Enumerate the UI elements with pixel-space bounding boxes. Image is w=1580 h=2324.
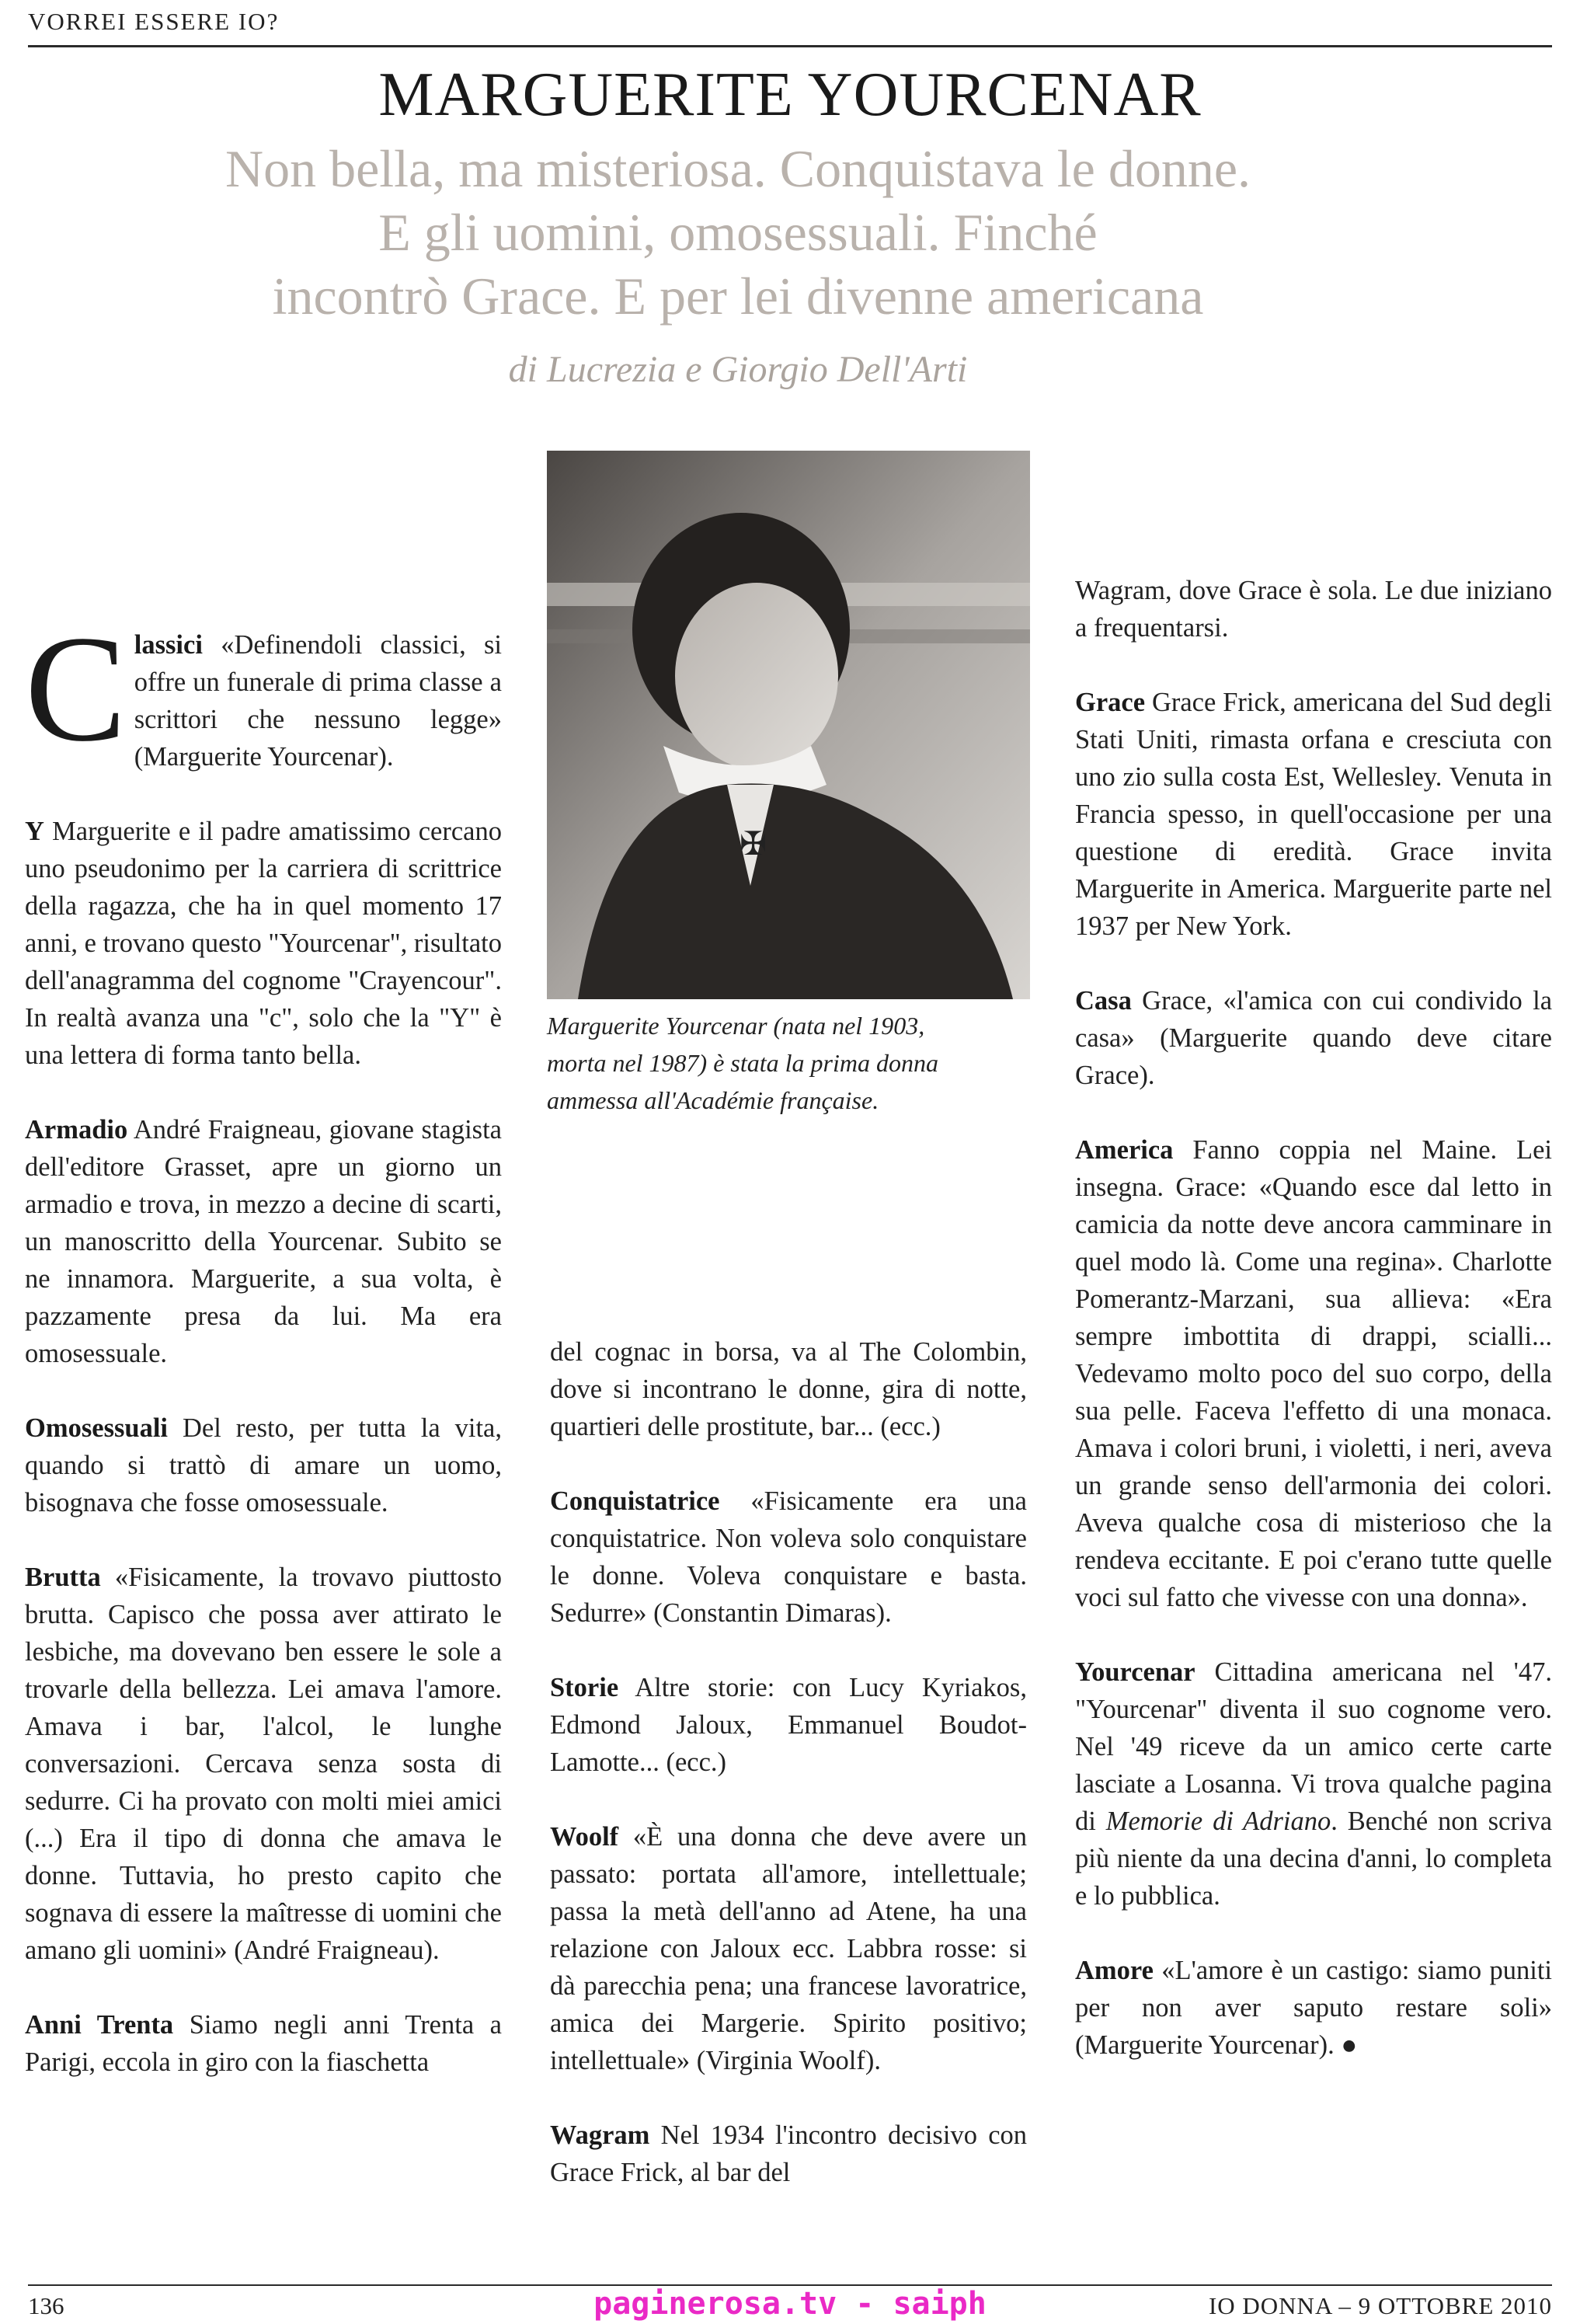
entry-term: Y	[25, 817, 44, 846]
caption-line: morta nel 1987) è stata la prima donna	[547, 1049, 938, 1077]
entry-storie	[550, 1669, 1027, 1781]
entry-armadio	[25, 1111, 502, 1372]
entry-term: lassici	[134, 630, 203, 660]
svg-text:✠: ✠	[740, 824, 767, 862]
entry-anni-trenta	[25, 2006, 502, 2081]
entry-text: . Benché non scriva più niente da una decina d'anni, lo completa e lo pubblica.	[1075, 1807, 1553, 1911]
entry-term: Conquistatrice	[550, 1486, 720, 1516]
running-head: VORREI ESSERE IO?	[28, 8, 280, 35]
subtitle-line: E gli uomini, omosessuali. Finché	[378, 203, 1098, 262]
entry-text: «L'amore è un castigo: siamo puniti per non aver saputo restare soli» (Marguerite Yourcenar).	[1075, 1956, 1552, 2060]
article-title: MARGUERITE YOURCENAR	[378, 61, 1202, 129]
entry-grace	[1075, 684, 1552, 945]
entry-term: Armadio	[25, 1115, 128, 1145]
column-1	[25, 605, 503, 2118]
column-3	[1075, 572, 1552, 2101]
entry-yourcenar	[1075, 1653, 1552, 1915]
entry-term: America	[1075, 1135, 1174, 1165]
entry-casa	[1075, 982, 1552, 1094]
subtitle-line: incontrò Grace. E per lei divenne americana	[272, 267, 1204, 326]
entry-term: Wagram	[550, 2120, 650, 2150]
entry-wagram	[550, 2117, 1027, 2191]
entry-term: Woolf	[550, 1822, 619, 1852]
entry-conquistatrice	[550, 1483, 1027, 1632]
column-2	[550, 1333, 1027, 2228]
entry-term: Anni Trenta	[25, 2010, 174, 2040]
article-subtitle	[93, 137, 1383, 328]
portrait-photo	[547, 451, 1030, 999]
page-number: 136	[28, 2292, 64, 2319]
subtitle-line: Non bella, ma misteriosa. Conquistava le donne.	[224, 139, 1251, 198]
entry-text: Marguerite e il padre amatissimo cercano uno pseudonimo per la carriera di scrittrice della ragazza, che ha in quel momento 17 anni, e trovano questo "Yourcenar", risultato dell'anagramma del cognome "Crayencour". In realtà avanza una "c", solo che la "Y" è una lettera di forma tanto bella.	[25, 817, 502, 1070]
entry-term: Grace	[1075, 688, 1146, 717]
entry-term: Storie	[550, 1673, 619, 1702]
entry-text: «Fisicamente, la trovavo piuttosto brutta. Capisco che possa aver attirato le lesbiche, ma dovevano ben essere le sole a trovarle della bellezza. Lei amava l'amore. Amava i bar, l'alcol, le lunghe conversazioni. Cercava senza sosta di sedurre. Ci ha provato con molti miei amici (...) Era il tipo di donna che amava le donne. Tuttavia, ho presto capito che sognava di essere la maîtresse di uomini che amano gli uomini» (André Fraigneau).	[25, 1563, 502, 1965]
caption-line: Marguerite Yourcenar (nata nel 1903,	[547, 1012, 925, 1040]
entry-text: Del resto, per tutta la vita, quando si trattò di amare un uomo, bisognava che fosse omosessuale.	[25, 1413, 502, 1517]
entry-text: Grace Frick, americana del Sud degli Stati Uniti, rimasta orfana e cresciuta con uno zio sulla costa Est, Wellesley. Venuta in Francia spesso, in quell'occasione per una questione di eredità. Grace invita Marguerite in America. Marguerite parte nel 1937 per New York.	[1075, 688, 1552, 941]
entry-brutta	[25, 1559, 502, 1969]
entry-wagram-cont	[1075, 572, 1552, 646]
photo-caption	[547, 1007, 1028, 1119]
entry-text: Wagram, dove Grace è sola. Le due iniziano a frequentarsi.	[1075, 576, 1552, 643]
entry-term: Yourcenar	[1075, 1657, 1195, 1687]
entry-america	[1075, 1131, 1552, 1616]
watermark: paginerosa.tv - saiph	[593, 2286, 987, 2322]
entry-woolf	[550, 1818, 1027, 2079]
caption-line: ammessa all'Académie française.	[547, 1086, 879, 1114]
entry-text: Cittadina americana nel '47. "Yourcenar" diventa il suo cognome vero. Nel '49 riceve da un amico certe carte lasciate a Losanna. Vi trova qualche pagina di	[1075, 1657, 1552, 1836]
book-title: Memorie di Adriano	[1105, 1807, 1331, 1836]
end-mark-icon: ●	[1341, 2030, 1358, 2060]
entry-omosessuali	[25, 1409, 502, 1521]
drop-cap: C	[25, 605, 127, 773]
byline: di Lucrezia e Giorgio Dell'Arti	[508, 349, 968, 390]
entry-text: «Fisicamente era una conquistatrice. Non voleva solo conquistare le donne. Voleva conquistare e basta. Sedurre» (Constantin Dimaras).	[550, 1486, 1027, 1628]
entry-text: Altre storie: con Lucy Kyriakos, Edmond Jaloux, Emmanuel Boudot-Lamotte... (ecc.)	[550, 1673, 1027, 1777]
entry-text: Fanno coppia nel Maine. Lei insegna. Grace: «Quando esce dal letto in camicia da notte deve ancora camminare in quel modo là. Come una regina». Charlotte Pomerantz-Marzani, sua allieva: «Era sempre imbottita di drappi, scialli... Vedevamo molto poco del suo corpo, della sua pelle. Faceva l'effetto di una monaca. Amava i colori bruni, i violetti, i neri, aveva un grande senso dell'armonia dei colori. Aveva qualche cosa di misterioso che la rendeva eccitante. E poi c'erano tutte quelle voci sul fatto che vivesse con una donna».	[1075, 1135, 1553, 1612]
entry-classici	[25, 605, 503, 775]
entry-text: Siamo negli anni Trenta a Parigi, eccola in giro con la fiaschetta	[25, 2010, 502, 2077]
entry-y	[25, 813, 502, 1074]
entry-term: Casa	[1075, 986, 1132, 1016]
entry-term: Brutta	[25, 1563, 101, 1592]
issue-info: IO DONNA – 9 OTTOBRE 2010	[1208, 2292, 1552, 2319]
entry-text: Nel 1934 l'incontro decisivo con Grace Frick, al bar del	[550, 2120, 1028, 2187]
entry-text: del cognac in borsa, va al The Colombin, dove si incontrano le donne, gira di notte, quartieri delle prostitute, bar... (ecc.)	[550, 1337, 1027, 1441]
entry-text: Grace, «l'amica con cui condivido la casa» (Marguerite quando deve citare Grace).	[1075, 986, 1553, 1090]
entry-text: «Definendoli classici, si offre un funerale di prima classe a scrittori che nessuno legge» (Marguerite Yourcenar).	[134, 630, 503, 772]
entry-amore	[1075, 1952, 1552, 2064]
entry-text: André Fraigneau, giovane stagista dell'editore Grasset, apre un giorno un armadio e trova, in mezzo a decine di scarti, un manoscritto della Yourcenar. Subito se ne innamora. Marguerite, a sua volta, è pazzamente presa da lui. Ma era omosessuale.	[25, 1115, 502, 1368]
entry-anni-trenta-cont	[550, 1333, 1027, 1445]
top-rule	[28, 45, 1552, 47]
portrait-illustration	[547, 451, 1030, 999]
entry-text: «È una donna che deve avere un passato: portata all'amore, intellettuale; passa la metà dell'anno ad Atene, ha una relazione con Jaloux ecc. Labbra rosse: si dà parecchia pena; una francese lavoratrice, amica dei Margerie. Spirito positivo; intellettuale» (Virginia Woolf).	[550, 1822, 1027, 2075]
entry-term: Amore	[1075, 1956, 1154, 1985]
entry-term: Omosessuali	[25, 1413, 169, 1443]
